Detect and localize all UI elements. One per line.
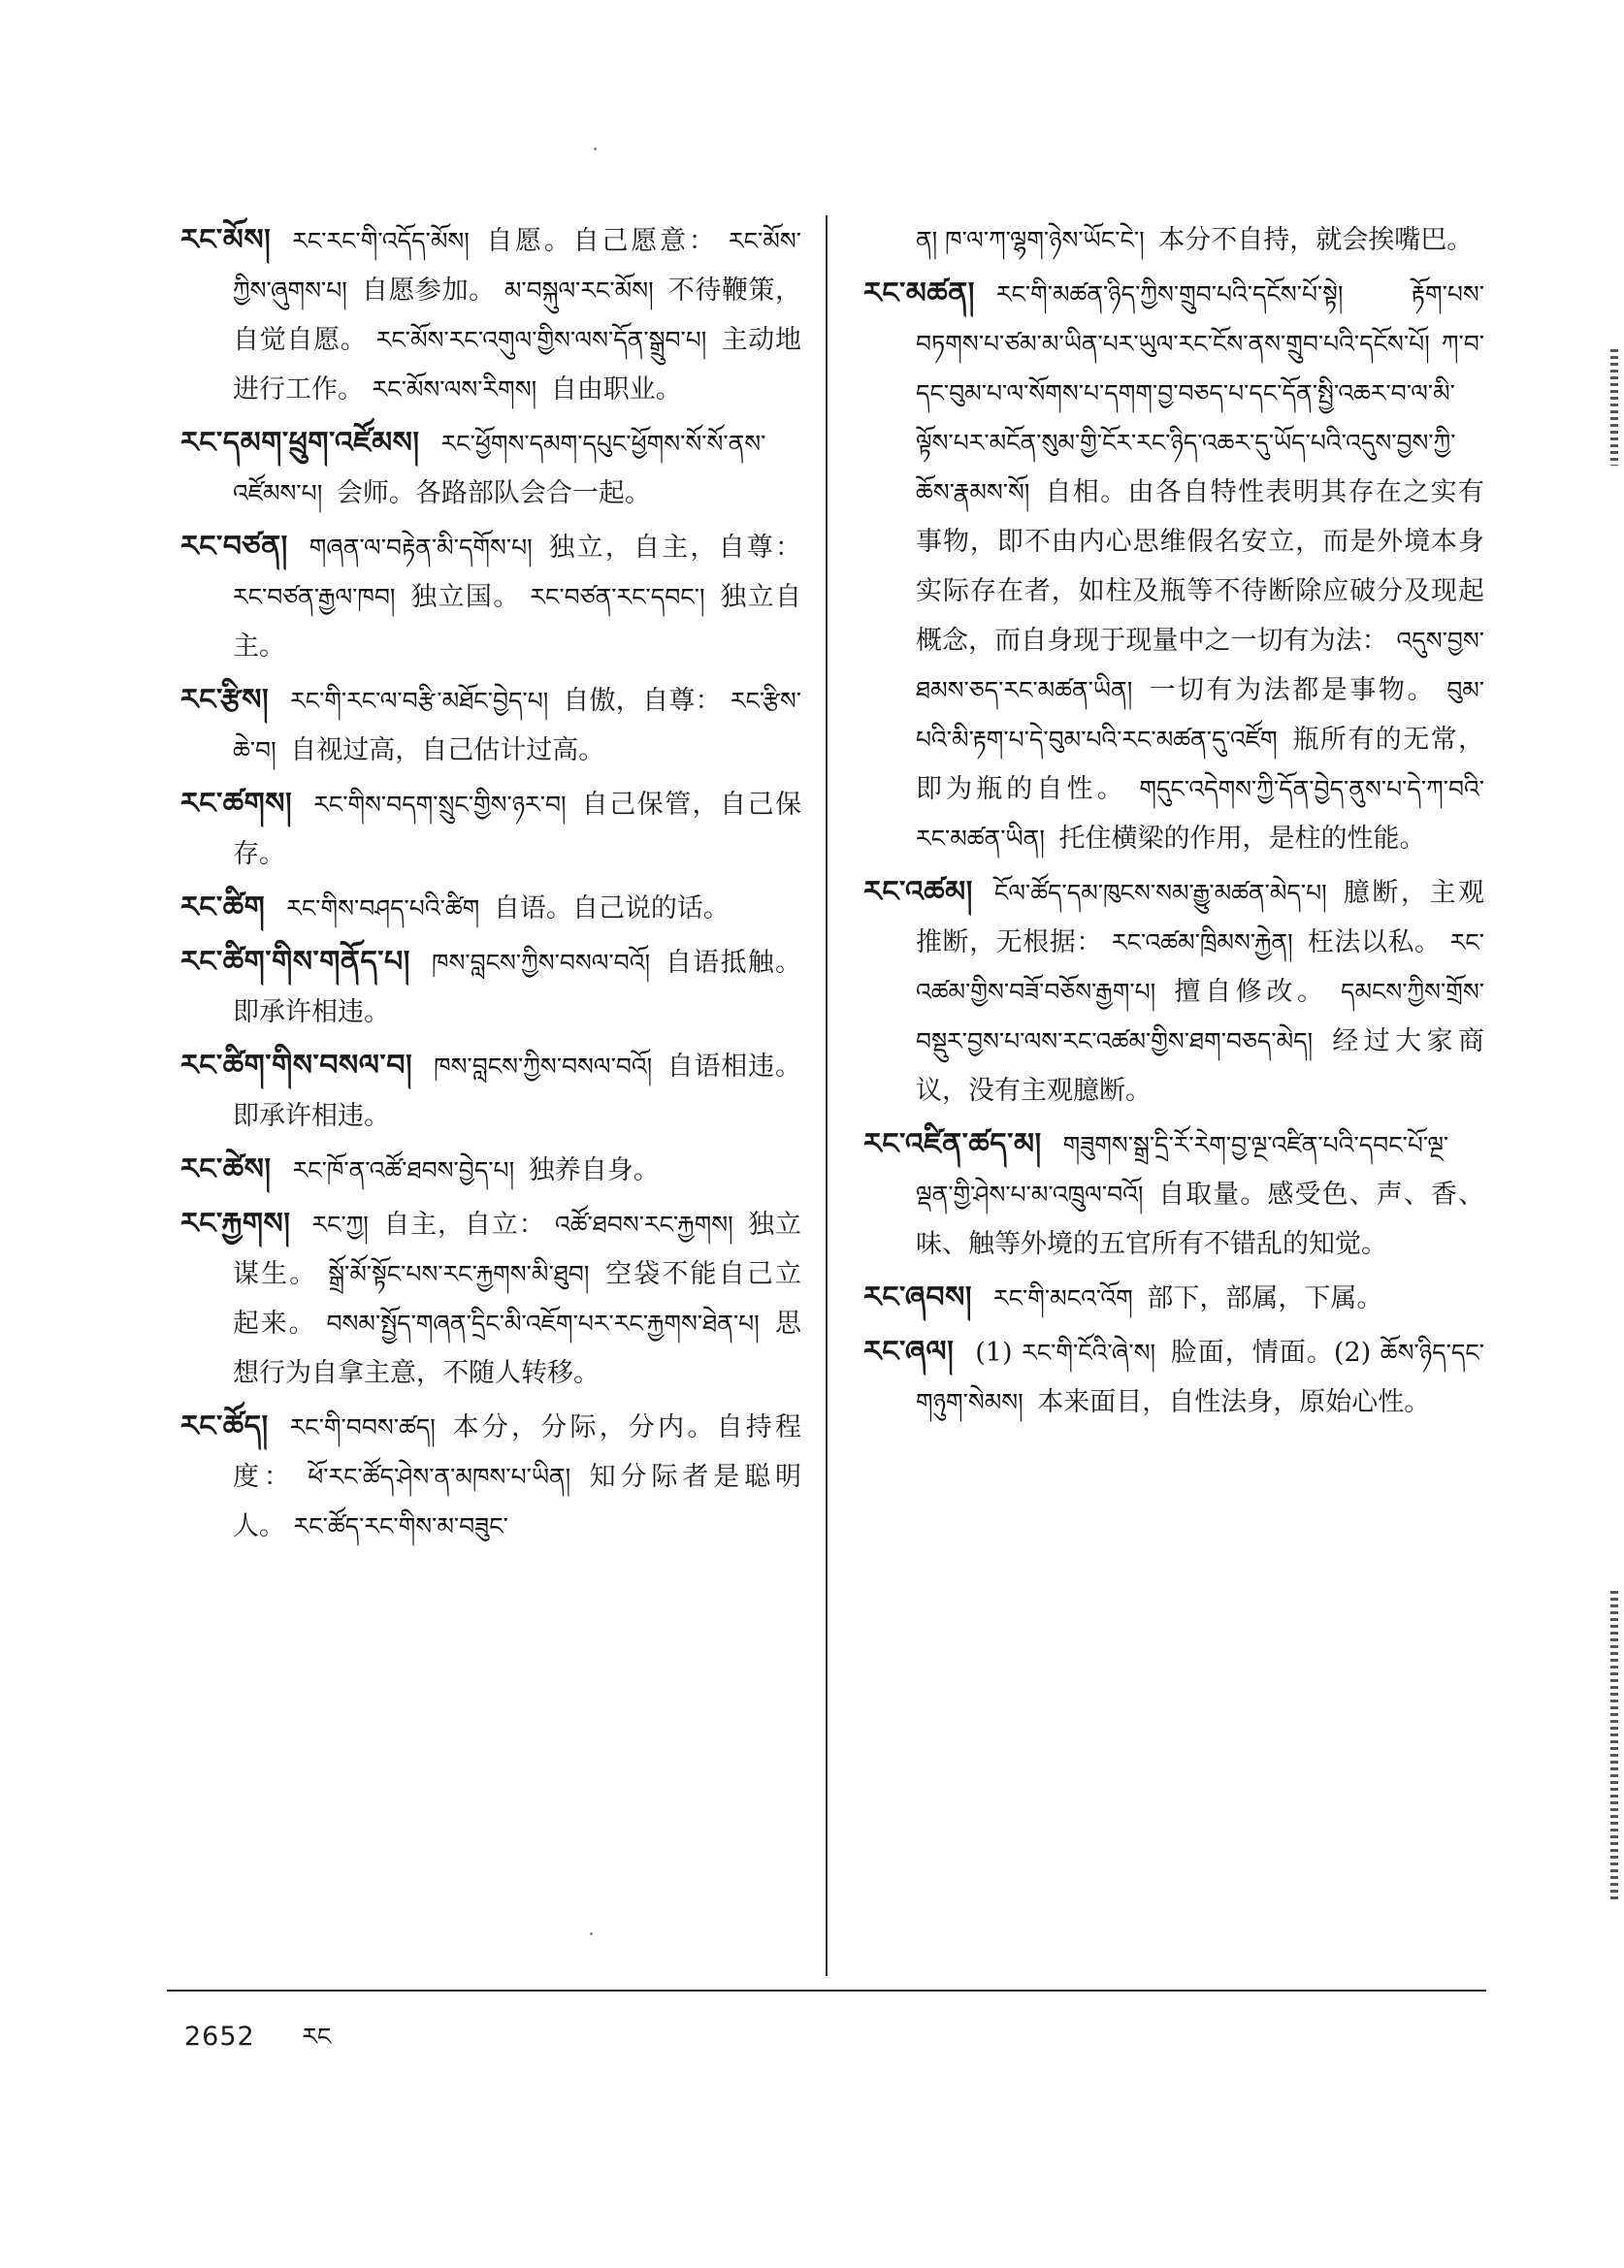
tibetan-text: རང་མོས་རང་འགུལ་གྱིས་ལས་དོན་སྒྲུབ་པ། xyxy=(375,326,707,354)
chinese-definition: 独立自主。 xyxy=(233,582,801,662)
tibetan-text: འཚོ་ཐབས་རང་རྐྱགས། xyxy=(554,1211,733,1239)
tibetan-text: རང་ཁོ་ན་འཚོ་ཐབས་བྱེད་པ། xyxy=(292,1156,515,1184)
chinese-definition: 自相。由各自特性表明其存在之实有事物，即不由内心思维假名安立，而是外境本身实际存在者，如柱及瓶等不待断除应破分及现起概念，而自身现于现量中之一切有为法： xyxy=(916,477,1485,656)
chinese-definition: 会师。各路部队会合一起。 xyxy=(336,478,651,508)
entry-headword: རང་མཚན། xyxy=(863,276,975,310)
entry-headword: རང་ཚེས། xyxy=(180,1152,272,1186)
tibetan-text: ཕོ་རང་ཚོད་ཤེས་ན་མཁས་པ་ཡིན། xyxy=(308,1463,571,1491)
scan-edge-mark xyxy=(1610,349,1618,466)
dictionary-entry xyxy=(180,1145,801,1195)
entry-headword: རང་འཚམ། xyxy=(863,875,973,909)
tibetan-text: རང་གི་རང་ལ་བརྩི་མཐོང་བྱེད་པ། xyxy=(290,687,549,715)
tibetan-text: གདུང་འདེགས་ཀྱི་དོན་བྱེད་ནུས་པ་དེ་ཀ་བའི་རང་མཚན་ཡིན། xyxy=(916,775,1484,853)
tibetan-text: ཁས་བླངས་ཀྱིས་བསལ་བའོ། xyxy=(431,949,651,977)
chinese-definition: 自语。自己说的话。 xyxy=(493,893,730,923)
chinese-definition: 自主，自立： xyxy=(383,1210,546,1240)
entry-headword: རང་རྐྱགས། xyxy=(180,1207,291,1241)
chinese-definition: 独立国。 xyxy=(410,582,521,612)
chinese-definition: 瓶所有的无常，即为瓶的自性。 xyxy=(916,725,1485,804)
chinese-definition: 自由职业。 xyxy=(550,374,682,405)
dictionary-entry xyxy=(180,418,801,518)
entry-headword: རང་འཛིན་ཚད་མ། xyxy=(863,1127,1042,1161)
tibetan-text: རང་གི་བབས་ཚད། xyxy=(289,1413,436,1442)
chinese-definition: 经过大家商议，没有主观臆断。 xyxy=(916,1026,1484,1106)
tibetan-text: འདུས་བྱས་ཐམས་ཅད་རང་མཚན་ཡིན། xyxy=(916,627,1484,704)
entry-headword: རང་རྩིས། xyxy=(180,683,270,717)
scan-speck xyxy=(590,1932,593,1935)
column-divider xyxy=(826,215,828,1976)
dictionary-entry xyxy=(863,867,1484,1116)
chinese-definition: 托住横梁的作用，是柱的性能。 xyxy=(1058,824,1426,854)
dictionary-entry xyxy=(180,522,801,671)
chinese-definition: 擅自修改。 xyxy=(1174,977,1328,1007)
chinese-definition: 自愿参加。 xyxy=(361,275,496,306)
dictionary-entry xyxy=(180,675,801,775)
tibetan-text: རང་གི་མཚན་ཉིད་ཀྱིས་གྲུབ་པའི་དངོས་པོ་སྟེ། རྟོག་པས་བཏགས་པ་ཙམ་མ་ཡིན་པར་ཡུལ་རང་ངོས་ནས་གྲུབ་པའི་དངོས་པོ། ཀ་བ་དང་བུམ་པ་ལ་སོགས་པ་དགག་བྱ་བཅད་པ་དང་དོན་སྤྱི་འཆར་བ་ལ་མི་ལྟོས་པར་མངོན་སུམ་གྱི་ངོར་རང་ཉིད་འཆར་དུ་ཡོད་པའི་འདུས་བྱས་ཀྱི་ཆོས་རྣམས་སོ། xyxy=(916,280,1484,506)
running-head: རང xyxy=(302,2023,332,2051)
entry-headword: རང་མོས། xyxy=(180,223,272,257)
entry-headword: རང་ཚིག xyxy=(180,891,266,924)
page-footer xyxy=(184,2009,337,2078)
dictionary-entry xyxy=(180,1041,801,1141)
tibetan-text: རང་གིས་བཤད་པའི་ཚིག xyxy=(286,894,480,923)
tibetan-text: རང་གི་ངོའི་ཞེ་ས། xyxy=(1022,1339,1156,1367)
dictionary-entry xyxy=(180,215,801,414)
entry-headword: རང་ཚོད། xyxy=(180,1409,269,1443)
tibetan-text: ངོལ་ཚོད་དམ་ཁུངས་སམ་རྒྱུ་མཚན་མེད་པ། xyxy=(993,879,1327,907)
entry-headword: རང་ཚགས། xyxy=(180,787,293,821)
tibetan-text: བུམ་པའི་མི་རྟག་པ་དེ་བུམ་པའི་རང་མཚན་དུ་འཛོག xyxy=(916,676,1485,754)
tibetan-text: མ་བསྐུལ་རང་མོས། xyxy=(503,276,654,305)
chinese-definition: 枉法以私。 xyxy=(1307,927,1442,957)
tibetan-text: རང་འཚམ་ཁྲིམས་རྐྱེན། xyxy=(1112,928,1293,956)
tibetan-text: ན། ཁ་ལ་ཀ་ལྷག་ཉེས་ཡོང་ངེ་། xyxy=(916,226,1145,254)
right-column xyxy=(863,215,1484,1431)
chinese-definition: 自语抵触。即承许相违。 xyxy=(233,948,802,1027)
chinese-definition: (1) xyxy=(975,1338,1013,1368)
chinese-definition: 自愿。自己愿意： xyxy=(486,226,718,256)
scan-edge-mark xyxy=(1610,1591,1618,1901)
dictionary-entry xyxy=(180,883,801,933)
dictionary-entry xyxy=(180,1402,801,1551)
tibetan-text: རང་གི་མངའ་འོག xyxy=(993,1284,1133,1312)
chinese-definition: 本分不自持，就会挨嘴巴。 xyxy=(1158,225,1474,255)
entry-headword: རང་བཙན། xyxy=(180,530,288,564)
dictionary-entry xyxy=(863,1273,1484,1323)
dictionary-entry xyxy=(180,779,801,879)
chinese-definition: 本来面目，自性法身，原始心性。 xyxy=(1037,1387,1431,1417)
tibetan-text: ཁས་བླངས་ཀྱིས་བསལ་བའོ། xyxy=(434,1053,653,1081)
chinese-definition: 一切有为法都是事物。 xyxy=(1149,675,1437,705)
page-number: 2652 xyxy=(184,2022,255,2052)
chinese-definition: 主动地进行工作。 xyxy=(233,325,801,405)
chinese-definition: 思想行为自拿主意，不随人转移。 xyxy=(233,1309,802,1388)
dictionary-entry xyxy=(863,215,1484,265)
entry-headword: རང་ཚིག་གིས་བསལ་བ། xyxy=(180,1049,413,1083)
chinese-definition: 自傲，自尊： xyxy=(563,686,722,716)
tibetan-text: རང་རྩིས་ཆེ་བ། xyxy=(233,687,802,764)
chinese-definition: 独养自身。 xyxy=(528,1155,660,1185)
tibetan-text: རང་ཚོད་རང་གིས་མ་བཟུང་ xyxy=(293,1512,508,1540)
chinese-definition: 自取量。感受色、声、香、味、触等外境的五官所有不错乱的知觉。 xyxy=(916,1180,1484,1259)
entry-headword: རང་ཞལ། xyxy=(863,1335,955,1369)
dictionary-entry xyxy=(180,937,801,1037)
tibetan-text: རང་རང་གི་འདོད་མོས། xyxy=(292,227,470,255)
chinese-definition: 独立谋生。 xyxy=(233,1210,801,1289)
dictionary-entry xyxy=(863,1119,1484,1269)
tibetan-text: དམངས་ཀྱིས་གྲོས་བསྡུར་བྱས་པ་ལས་རང་འཚམ་གྱིས་ཐག་བཅད་མེད། xyxy=(916,978,1484,1055)
tibetan-text: ཆོས་ཉིད་དང་གཉུག་སེམས། xyxy=(916,1339,1484,1416)
dictionary-entry xyxy=(863,269,1484,863)
scan-speck xyxy=(594,147,597,150)
left-column xyxy=(180,215,801,1555)
tibetan-text: རང་བཙན་རང་དབང་། xyxy=(530,583,705,611)
chinese-definition: 自己保管，自己保存。 xyxy=(233,790,801,869)
tibetan-text: རང་གིས་བདག་སྲུང་གྱིས་ཉར་བ། xyxy=(313,791,567,819)
chinese-definition: 自视过高，自己估计过高。 xyxy=(290,735,605,765)
entry-headword: རང་ཞབས། xyxy=(863,1280,973,1314)
chinese-definition: 本分，分际，分内。自持程度： xyxy=(233,1412,802,1492)
tibetan-text: རང་བཙན་རྒྱལ་ཁབ། xyxy=(233,583,396,611)
tibetan-text: རང་མོས་ལས་རིགས། xyxy=(372,375,537,404)
chinese-definition: 独立，自主，自尊： xyxy=(548,533,801,563)
footer-rule xyxy=(167,1990,1486,1992)
entry-headword: རང་ཚིག་གིས་གནོད་པ། xyxy=(180,945,410,979)
dictionary-entry xyxy=(863,1327,1484,1427)
chinese-definition: 空袋不能自己立起来。 xyxy=(233,1259,801,1339)
chinese-definition: 臆断，主观推断，无根据： xyxy=(916,878,1484,957)
tibetan-text: བསམ་སྤྱོད་གཞན་དྲིང་མི་འཇོག་པར་རང་རྐྱགས་ཐེན་པ། xyxy=(326,1310,760,1338)
tibetan-text: གཞན་ལ་བརྟེན་མི་དགོས་པ། xyxy=(309,534,533,562)
tibetan-text: སྒྲོ་མོ་སྟོང་པས་རང་རྐྱགས་མི་ཐུབ། xyxy=(328,1260,590,1288)
tibetan-text: རང་ཕྱོགས་དམག་དཔུང་ཕྱོགས་སོ་སོ་ནས་འཛོམས་པ། xyxy=(233,430,766,507)
chinese-definition: 自语相违。即承许相违。 xyxy=(233,1052,801,1131)
tibetan-text: རང་འཚམ་གྱིས་བཟོ་བཅོས་རྒྱག་པ། xyxy=(916,928,1484,1006)
entry-headword: རང་དམག་ཕྲུག་འཛོམས། xyxy=(180,426,420,460)
chinese-definition: 脸面，情面。(2) xyxy=(1170,1338,1372,1368)
dictionary-entry xyxy=(180,1199,801,1398)
chinese-definition: 部下，部属，下属。 xyxy=(1147,1283,1383,1313)
chinese-definition: 知分际者是聪明人。 xyxy=(233,1462,801,1541)
tibetan-text: རང་ཀྱ། xyxy=(311,1211,369,1239)
tibetan-text: གཟུགས་སྒྲ་དྲི་རོ་རེག་བྱ་ལྔ་འཛིན་པའི་དབང་པོ་ལྔ་ལྡན་གྱི་ཤེས་པ་མ་འཁྲུལ་བའོ། xyxy=(916,1131,1449,1209)
tibetan-text: རང་མོས་ཀྱིས་ཞུགས་པ། xyxy=(233,227,801,305)
chinese-definition: 不待鞭策，自觉自愿。 xyxy=(233,275,801,355)
